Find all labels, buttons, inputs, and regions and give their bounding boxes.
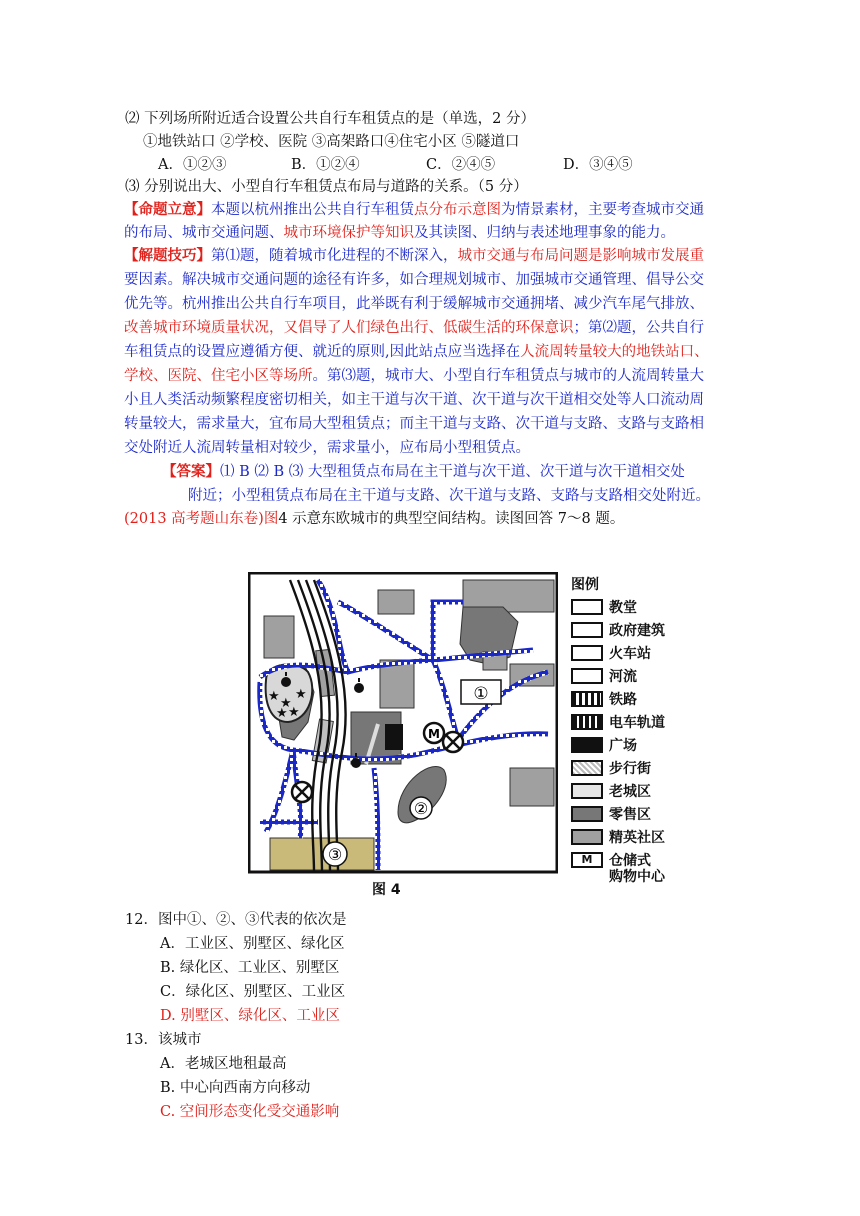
q2-option-c: C．②④⑤ [426,157,496,173]
legend-title: 图例 [571,577,599,593]
skills-line3: 优先等。杭州推出公共自行车项目，此举既有利于缓解城市交通拥堵、减少汽车尾气排放、 [124,296,704,312]
skills-line6: 学校、医院、住宅小区等场所。第⑶题，城市大、小型自行车租赁点与城市的人流周转量大 [124,368,704,384]
q12-option-c: C．绿化区、别墅区、工业区 [160,984,346,1000]
q2-stem: ⑵ 下列场所附近适合设置公共自行车租赁点的是（单选，2 分） [125,111,535,127]
intro-line: (2013 高考题山东卷)图4 示意东欧城市的典型空间结构。读图回答 7～8 题。 [124,511,625,527]
star-legend-icon [571,622,603,638]
city-structure-map [248,572,558,874]
q13-option-a: A．老城区地租最高 [160,1056,287,1072]
svg-text:★: ★ [288,705,300,720]
elite-legend-icon [571,829,603,845]
q12-stem: 12．图中①、②、③代表的依次是 [125,912,347,928]
church-legend-icon [571,599,603,615]
retail-legend-icon [571,806,603,822]
skills-label: 【解题技巧】 [124,247,211,264]
q2-choices: ①地铁站口 ②学校、医院 ③高架路口④住宅小区 ⑤隧道口 [143,134,520,150]
river-legend-icon [571,668,603,684]
m-label: M [428,727,440,741]
svg-text:★: ★ [295,687,307,702]
answer-line2: 附近；小型租赁点布局在主干道与支路、次干道与支路、支路与支路相交处附近。 [188,488,710,504]
tram-legend-icon [571,714,603,730]
intent-line1: 【命题立意】本题以杭州推出公共自行车租赁点分布示意图为情景素材，主要考查城市交通 [124,201,704,218]
answer-line1: 【答案】⑴ B ⑵ B ⑶ 大型租赁点布局在主干道与次干道、次干道与次干道相交处 [162,463,685,480]
label-1: ① [473,684,489,704]
q2-option-a: A．①②③ [158,157,227,173]
q2-option-b: B．①②④ [291,157,360,173]
skills-line2: 要因素。解决城市交通问题的途径有许多，如合理规划城市、加强城市交通管理、倡导公交 [124,272,704,288]
plaza-legend-icon [571,737,603,753]
plaza [385,724,403,750]
skills-line4: 改善城市环境质量状况，又倡导了人们绿色出行、低碳生活的环保意识；第⑵题，公共自行 [124,320,704,336]
svg-text:★: ★ [276,706,288,721]
q13-stem: 13．该城市 [125,1032,202,1048]
station-legend-icon [571,645,603,661]
q12-option-a: A．工业区、别墅区、绿化区 [160,936,345,952]
elite-block-lower [510,768,554,806]
q2-options [158,155,633,175]
mall-legend-icon: M [571,852,603,868]
pedestrian-legend-icon [571,760,603,776]
q13-option-c: C. 空间形态变化受交通影响 [160,1104,340,1120]
figure-caption: 图 4 [372,882,401,898]
skills-line5: 车租赁点的设置应遵循方便、就近的原则,因此站点应当选择在人流周转量较大的地铁站口、 [124,344,709,360]
label-2: ② [413,799,429,818]
intent-line2: 的布局、城市交通问题、城市环境保护等知识及其读图、归纳与表述地理事象的能力。 [124,225,675,241]
skills-line1: 【解题技巧】第⑴题，随着城市化进程的不断深入，城市交通与布局问题是影响城市发展重 [124,247,704,264]
q13-option-b: B. 中心向西南方向移动 [160,1080,311,1096]
skills-line8: 转量较大，需求量大，宜布局大型租赁点；而主干道与支路、次干道与支路、支路与支路相 [124,416,704,432]
label-3: ③ [327,845,343,864]
intent-label: 【命题立意】 [124,201,211,218]
elite-block-left [264,616,294,658]
source: (2013 高考题山东卷) [124,511,264,527]
q2-option-d: D．③④⑤ [563,157,633,173]
answer-label: 【答案】 [162,463,220,480]
elite-block-top [378,590,414,614]
oldtown-legend-icon [571,783,603,799]
q12-option-d: D. 别墅区、绿化区、工业区 [160,1008,340,1024]
q3-stem: ⑶ 分别说出大、小型自行车租赁点布局与道路的关系。（5 分） [125,179,528,195]
skills-line7: 小且人类活动频繁程度密切相关，如主干道与次干道、次干道与次干道相交处等人口流动周 [124,392,704,408]
skills-line9: 交处附近人流周转量相对较少，需求量小，应布局小型租赁点。 [124,440,530,456]
railway-legend-icon [571,691,603,707]
svg-text:★: ★ [268,689,280,704]
q12-option-b: B. 绿化区、工业区、别墅区 [160,960,340,976]
svg-text:★: ★ [280,696,292,711]
